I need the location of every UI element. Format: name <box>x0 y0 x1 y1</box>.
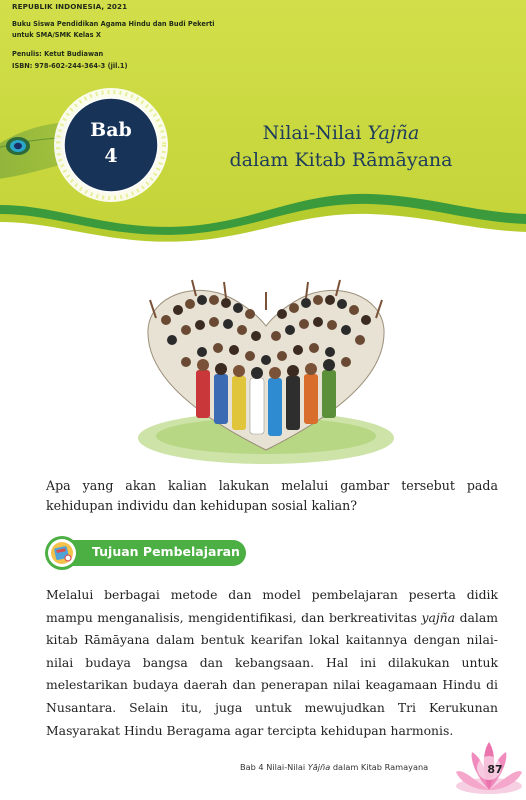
learning-objective-label: Tujuan Pembelajaran <box>92 544 240 559</box>
chapter-header <box>0 0 526 262</box>
objective-text-part-2: dalam kitab Rāmāyana dalam bentuk kearifan lokal kaitannya dengan nilai-nilai budaya bangsa dan kebangsaan. Hal ini dilakukan untuk melestarikan budaya daerah dan penerapan nilai keagamaan Hindu di Nusantara. Selain itu, juga untuk mewujudkan Tri Kerukunan Masyarakat Hindu Beragama agar tercipta kehidupan harmonis. <box>46 609 498 738</box>
running-footer <box>240 762 428 772</box>
chapter-badge-word: Bab <box>90 119 132 141</box>
author-line: Penulis: Ketut Budiawan <box>12 50 104 58</box>
chapter-title-italic: Yajña <box>367 122 420 144</box>
footer-text-italic: Yājña <box>307 762 331 772</box>
book-title-line-2: untuk SMA/SMK Kelas X <box>12 31 101 39</box>
isbn-line: ISBN: 978-602-244-364-3 (jil.1) <box>12 62 128 70</box>
objective-text-part-1: Melalui berbagai metode dan model pembelajaran peserta didik mampu menganalisis, mengidentifikasi, dan berkreativitas <box>46 587 498 625</box>
learning-goal-icon <box>51 542 73 564</box>
publisher-country: REPUBLIK INDONESIA, 2021 <box>12 2 128 11</box>
chapter-title <box>196 120 486 174</box>
chapter-number: 4 <box>104 145 118 167</box>
footer-text-part-1: Bab 4 Nilai-Nilai <box>240 762 308 772</box>
page-number: 87 <box>487 763 503 776</box>
chapter-title-part: Nilai-Nilai <box>262 122 368 144</box>
footer-text-part-2: dalam Kitab Ramayana <box>330 762 429 772</box>
chapter-title-line-2: dalam Kitab Rāmāyana <box>229 149 453 171</box>
learning-objective-paragraph <box>46 584 498 742</box>
opening-question: Apa yang akan kalian lakukan melalui gambar tersebut pada kehidupan individu dan kehidupan sosial kalian? <box>46 478 498 513</box>
chapter-badge-text <box>52 117 170 169</box>
objective-text-italic: yajña <box>421 609 456 625</box>
book-title-line-1: Buku Siswa Pendidikan Agama Hindu dan Budi Pekerti <box>12 20 215 28</box>
crowd-heart-illustration <box>126 270 406 470</box>
